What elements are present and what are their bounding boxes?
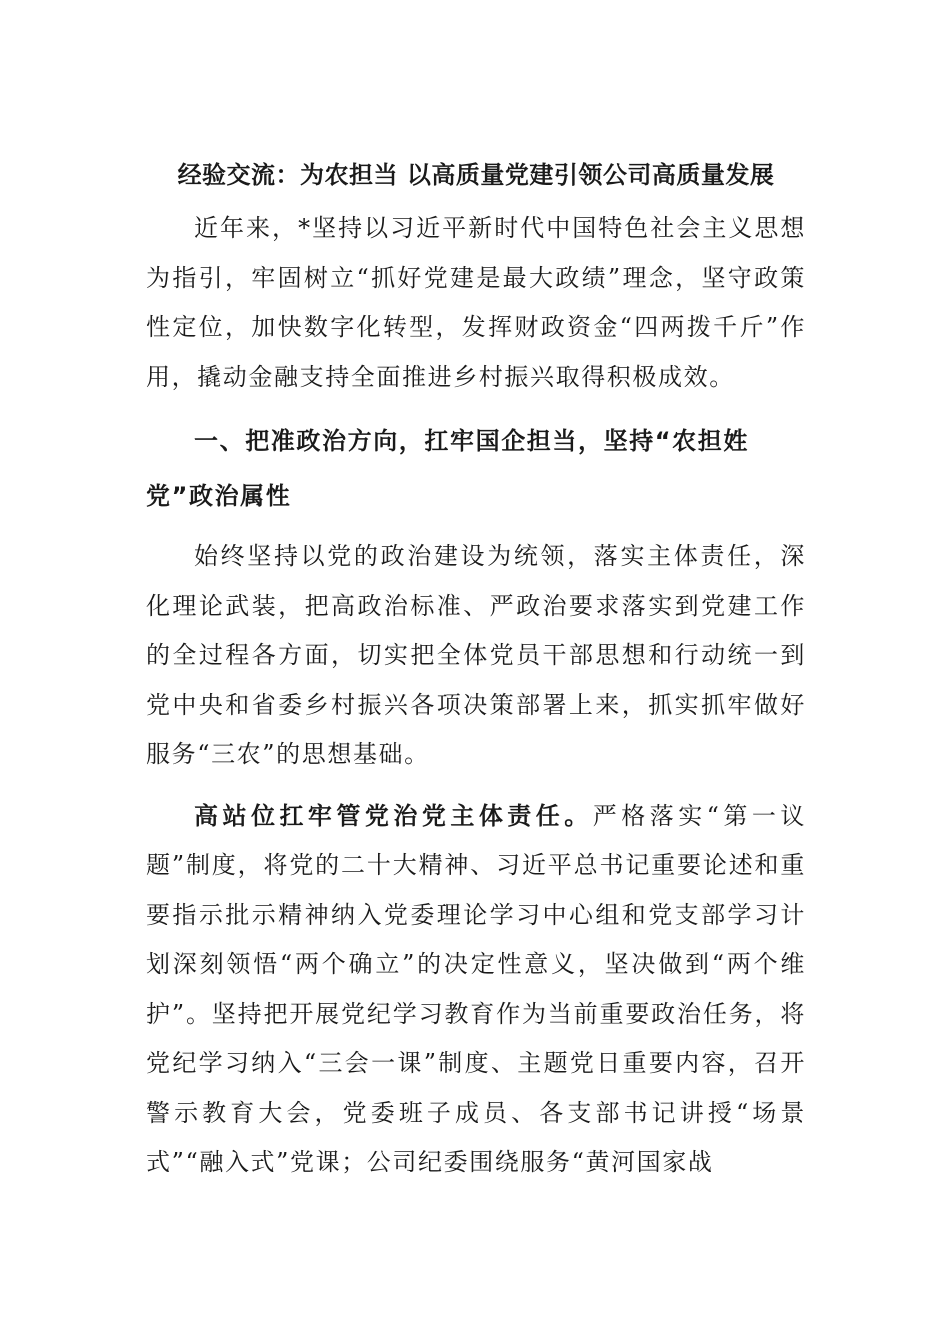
subsection-body: 严格落实“第一议题”制度，将党的二十大精神、习近平总书记重要论述和重要指示批示精神纳入党委理论学习中心组和党支部学习计划深刻领悟“两个确立”的决定性意义，坚决做到“两个维护”。坚持把开展党纪学习教育作为当前重要政治任务，将党纪学习纳入“三会一课”制度、主题党日重要内容，召开警示教育大会，党委班子成员、各支部书记讲授“场景式”“融入式”党课；公司纪委围绕服务“黄河国家战	[146, 801, 806, 1176]
subsection-paragraph	[146, 792, 806, 1188]
section-heading: 一、把准政治方向，扛牢国企担当，坚持“农担姓党”政治属性	[146, 427, 749, 510]
document-title: 经验交流：为农担当 以高质量党建引领公司高质量发展	[177, 161, 775, 189]
document-body	[146, 152, 806, 1200]
section-paragraph: 始终坚持以党的政治建设为统领，落实主体责任，深化理论武装，把高政治标准、严政治要求落实到党建工作的全过程各方面，切实把全体党员干部思想和行动统一到党中央和省委乡村振兴各项决策部署上来，抓实抓牢做好服务“三农”的思想基础。	[146, 542, 806, 768]
subsection-lead: 高站位扛牢管党治党主体责任。	[194, 801, 593, 830]
intro-paragraph: 近年来，*坚持以习近平新时代中国特色社会主义思想为指引，牢固树立“抓好党建是最大政绩”理念，坚守政策性定位，加快数字化转型，发挥财政资金“四两拨千斤”作用，撬动金融支持全面推进乡村振兴取得积极成效。	[146, 214, 806, 391]
